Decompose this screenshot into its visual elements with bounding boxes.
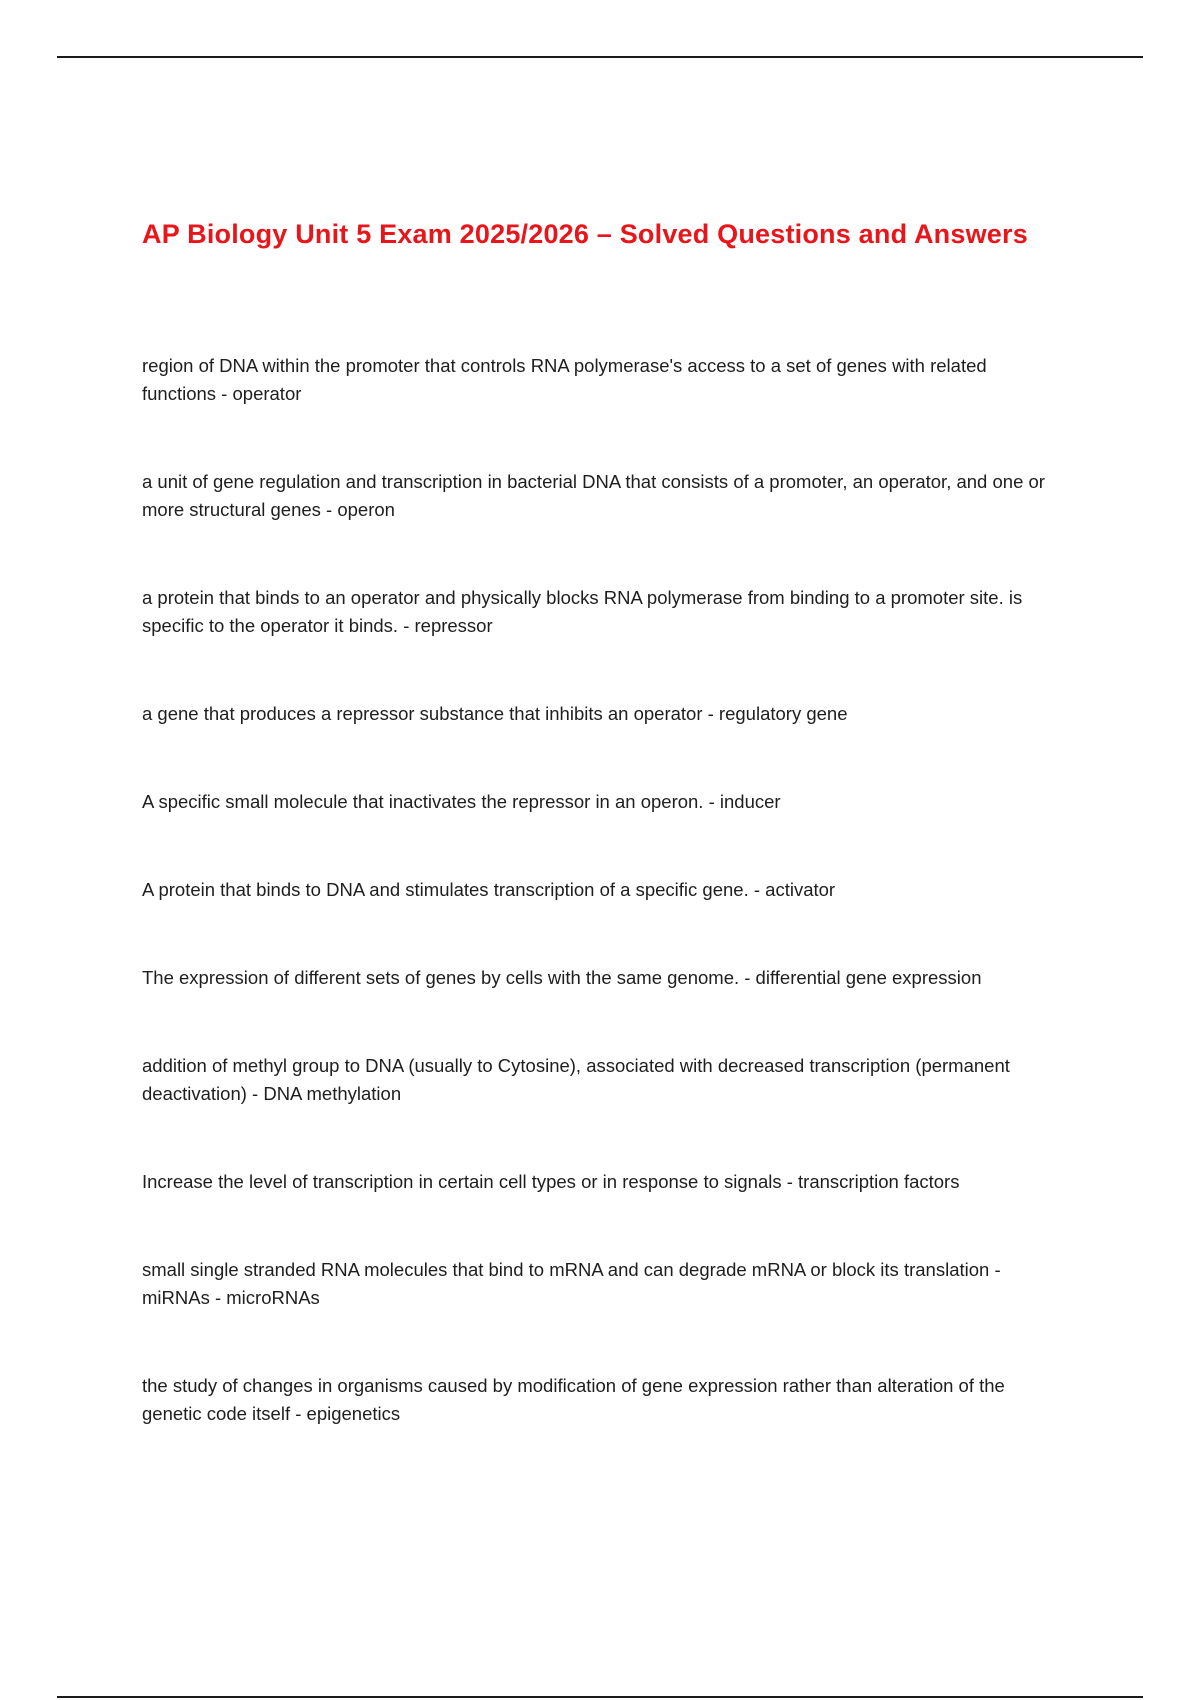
qa-entry: region of DNA within the promoter that controls RNA polymerase's access to a set of genes with related functions - operator [142,355,987,404]
qa-list [142,352,1062,1488]
bottom-divider [57,1696,1143,1698]
qa-entry: the study of changes in organisms caused by modification of gene expression rather than alteration of the genetic code itself - epigenetics [142,1375,1005,1424]
qa-entry: A specific small molecule that inactivates the repressor in an operon. - inducer [142,791,781,812]
qa-entry: a gene that produces a repressor substance that inhibits an operator - regulatory gene [142,703,848,724]
qa-entry: The expression of different sets of genes by cells with the same genome. - differential gene expression [142,967,982,988]
document-title: AP Biology Unit 5 Exam 2025/2026 – Solved Questions and Answers [142,219,1028,249]
top-divider [57,56,1143,58]
qa-entry: small single stranded RNA molecules that bind to mRNA and can degrade mRNA or block its translation - miRNAs - microRNAs [142,1259,1001,1308]
qa-entry: A protein that binds to DNA and stimulates transcription of a specific gene. - activator [142,879,836,900]
qa-entry: Increase the level of transcription in certain cell types or in response to signals - transcription factors [142,1171,960,1192]
qa-entry: addition of methyl group to DNA (usually to Cytosine), associated with decreased transcription (permanent deactivation) - DNA methylation [142,1055,1010,1104]
qa-entry: a unit of gene regulation and transcription in bacterial DNA that consists of a promoter, an operator, and one or more structural genes - operon [142,471,1045,520]
qa-entry: a protein that binds to an operator and physically blocks RNA polymerase from binding to a promoter site. is specific to the operator it binds. - repressor [142,587,1023,636]
